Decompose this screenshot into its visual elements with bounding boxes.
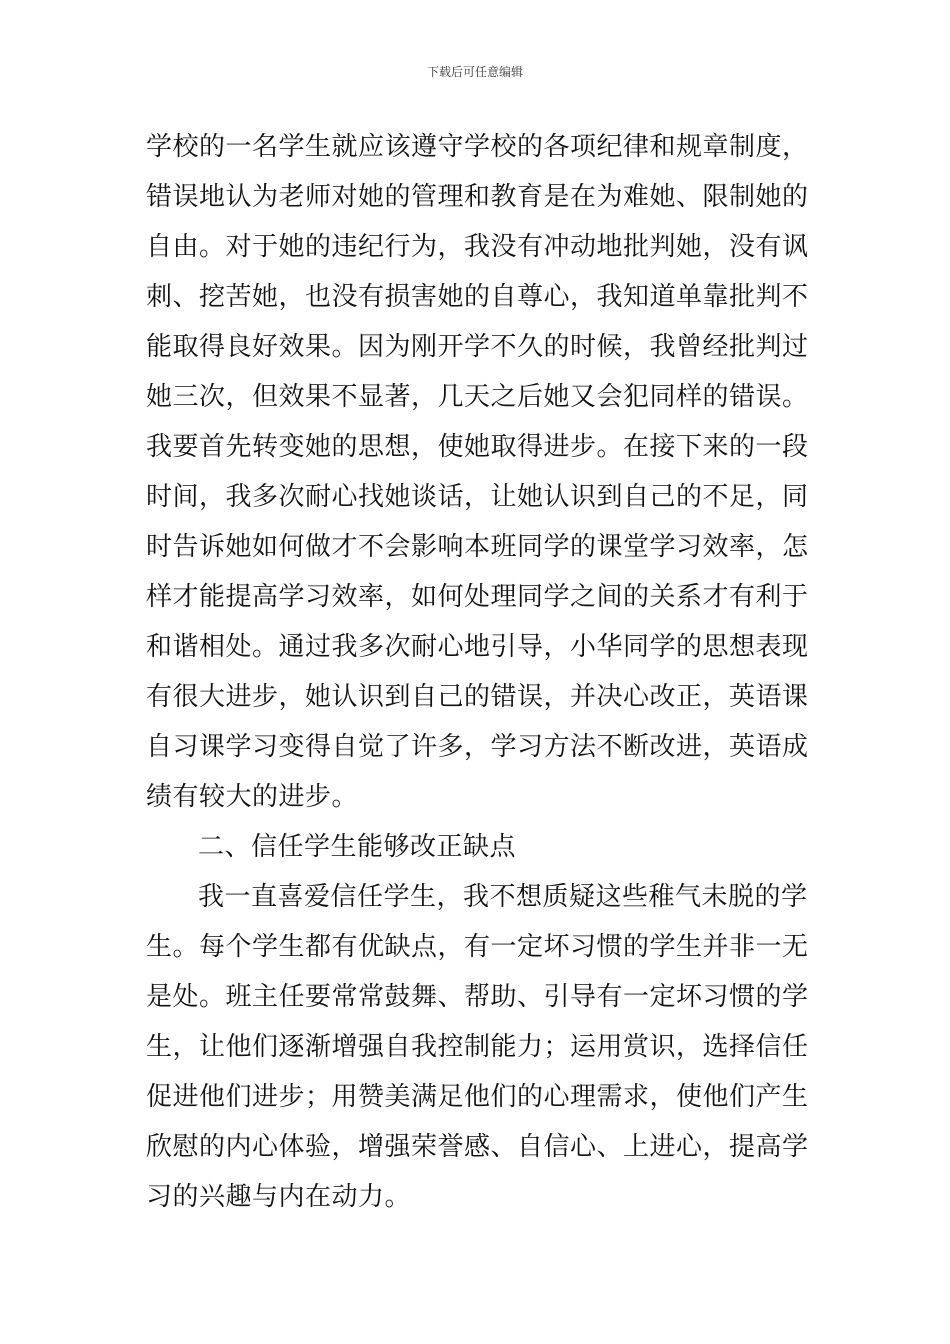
text-line: 习的兴趣与内在动力。 (146, 1182, 412, 1212)
text-line: 样才能提高学习效率，如何处理同学之间的关系才有利于 (146, 582, 809, 612)
text-line: 自由。对于她的违纪行为，我没有冲动地批判她，没有讽 (146, 232, 809, 262)
text-line: 促进他们进步；用赞美满足他们的心理需求，使他们产生 (146, 1082, 809, 1112)
text-line: 绩有较大的进步。 (146, 782, 359, 812)
section-heading: 二、信任学生能够改正缺点 (198, 832, 517, 862)
text-line: 是处。班主任要常常鼓舞、帮助、引导有一定坏习惯的学 (146, 982, 809, 1012)
text-line: 我要首先转变她的思想，使她取得进步。在接下来的一段 (146, 432, 809, 462)
text-line: 时间，我多次耐心找她谈话，让她认识到自己的不足，同 (146, 482, 809, 512)
text-line: 学校的一名学生就应该遵守学校的各项纪律和规章制度， (146, 132, 809, 162)
text-line: 和谐相处。通过我多次耐心地引导，小华同学的思想表现 (146, 632, 809, 662)
text-line: 有很大进步，她认识到自己的错误，并决心改正，英语课 (146, 682, 809, 712)
text-line: 能取得良好效果。因为刚开学不久的时候，我曾经批判过 (146, 332, 809, 362)
document-body (146, 122, 809, 1222)
text-line: 生。每个学生都有优缺点，有一定坏习惯的学生并非一无 (146, 932, 809, 962)
text-line: 错误地认为老师对她的管理和教育是在为难她、限制她的 (146, 182, 809, 212)
text-line: 时告诉她如何做才不会影响本班同学的课堂学习效率，怎 (146, 532, 809, 562)
text-line: 欣慰的内心体验，增强荣誉感、自信心、上进心，提高学 (146, 1132, 809, 1162)
text-line: 她三次，但效果不显著，几天之后她又会犯同样的错误。 (146, 382, 809, 412)
text-line: 刺、挖苦她，也没有损害她的自尊心，我知道单靠批判不 (146, 282, 809, 312)
text-line: 我一直喜爱信任学生，我不想质疑这些稚气未脱的学 (198, 882, 808, 912)
text-line: 自习课学习变得自觉了许多，学习方法不断改进，英语成 (146, 732, 809, 762)
page-header: 下载后可任意编辑 (426, 65, 523, 79)
text-line: 生，让他们逐渐增强自我控制能力；运用赏识，选择信任 (146, 1032, 809, 1062)
